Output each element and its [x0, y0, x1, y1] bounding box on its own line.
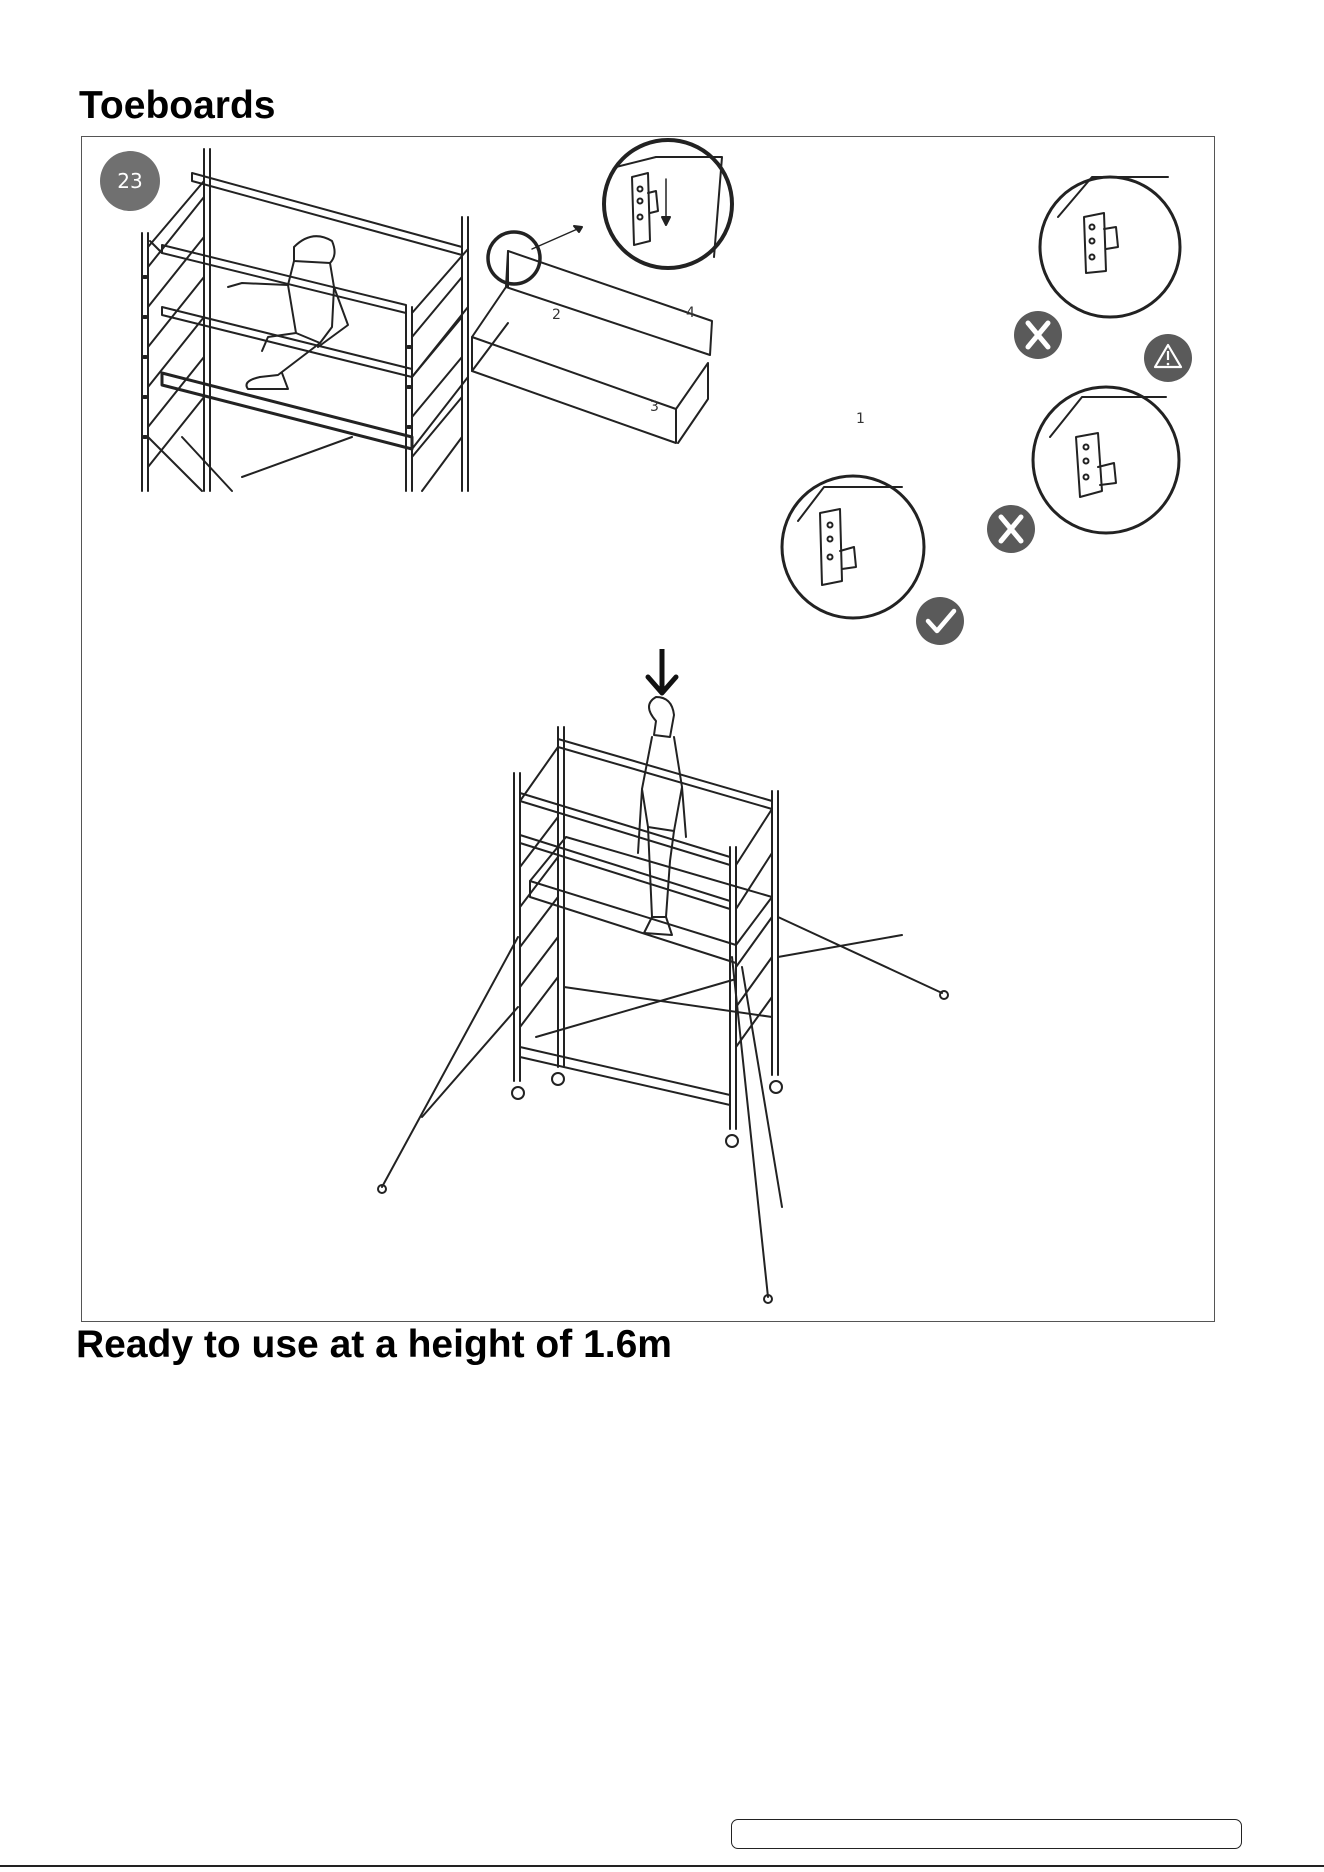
part-label-2: 2: [552, 307, 561, 323]
incorrect-x-icon: [987, 505, 1035, 553]
part-label-3: 3: [650, 399, 659, 415]
arrow-down-icon: [648, 649, 676, 693]
incorrect-x-icon: [1014, 311, 1062, 359]
hook-detail-correct: [782, 476, 924, 618]
toeboard-assembly-diagram: [472, 140, 732, 443]
instruction-figure: [81, 136, 1215, 1322]
assembly-illustration: [82, 137, 1216, 1323]
figure-caption: Ready to use at a height of 1.6m: [76, 1323, 672, 1366]
bottom-rule: [0, 1865, 1324, 1867]
part-label-1: 1: [856, 411, 865, 427]
tower-detail-illustration: [142, 149, 468, 491]
completed-tower-illustration: [378, 697, 948, 1303]
step-number-badge: 23: [100, 151, 160, 211]
part-label-4: 4: [686, 305, 695, 321]
correct-check-icon: [916, 597, 964, 645]
page-title: Toeboards: [79, 84, 276, 127]
hook-detail-incorrect-1: [1040, 177, 1180, 317]
hook-detail-incorrect-2: [1033, 387, 1179, 533]
footer-box: [731, 1819, 1242, 1849]
warning-triangle-icon: [1144, 334, 1192, 382]
